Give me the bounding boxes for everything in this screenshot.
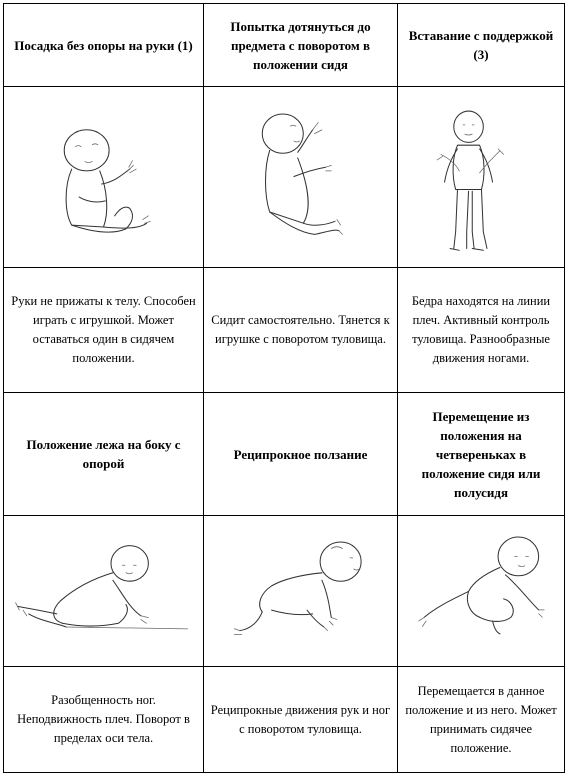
- description-cell: Разобщенность ног. Неподвижность плеч. Поворот в пределах оси тела.: [4, 667, 204, 773]
- illustration-row-1: [4, 87, 565, 268]
- heading-cell: Посадка без опоры на руки (1): [4, 4, 204, 87]
- baby-sitting-reaching-illustration: [210, 89, 391, 265]
- illustration-cell: [4, 87, 204, 268]
- description-cell: Руки не прижаты к телу. Способен играть с игрушкой. Может оставаться один в сидячем положении.: [4, 268, 204, 393]
- illustration-cell: [204, 87, 398, 268]
- baby-sitting-illustration: [10, 89, 197, 265]
- illustration-cell: [4, 516, 204, 667]
- description-cell: Сидит самостоятельно. Тянется к игрушке с поворотом туловища.: [204, 268, 398, 393]
- description-row-1: [4, 268, 565, 393]
- heading-cell: Реципрокное ползание: [204, 393, 398, 516]
- illustration-cell: [398, 516, 565, 667]
- baby-transition-sitting-illustration: [404, 518, 558, 664]
- description-row-2: [4, 667, 565, 773]
- illustration-cell: [204, 516, 398, 667]
- description-cell: Бедра находятся на линии плеч. Активный контроль туловища. Разнообразные движения ногами.: [398, 268, 565, 393]
- heading-row-2: [4, 393, 565, 516]
- description-cell: Перемещается в данное положение и из него. Может принимать сидячее положение.: [398, 667, 565, 773]
- baby-side-lying-illustration: [10, 518, 197, 664]
- heading-cell: Положение лежа на боку с опорой: [4, 393, 204, 516]
- illustration-row-2: [4, 516, 565, 667]
- baby-standing-supported-illustration: [404, 89, 558, 265]
- baby-crawling-illustration: [210, 518, 391, 664]
- heading-cell: Перемещение из положения на четвереньках в положение сидя или полусидя: [398, 393, 565, 516]
- milestones-table: [3, 3, 565, 773]
- illustration-cell: [398, 87, 565, 268]
- heading-row-1: [4, 4, 565, 87]
- description-cell: Реципрокные движения рук и ног с поворотом туловища.: [204, 667, 398, 773]
- heading-cell: Попытка дотянуться до предмета с поворотом в положении сидя: [204, 4, 398, 87]
- heading-cell: Вставание с поддержкой (3): [398, 4, 565, 87]
